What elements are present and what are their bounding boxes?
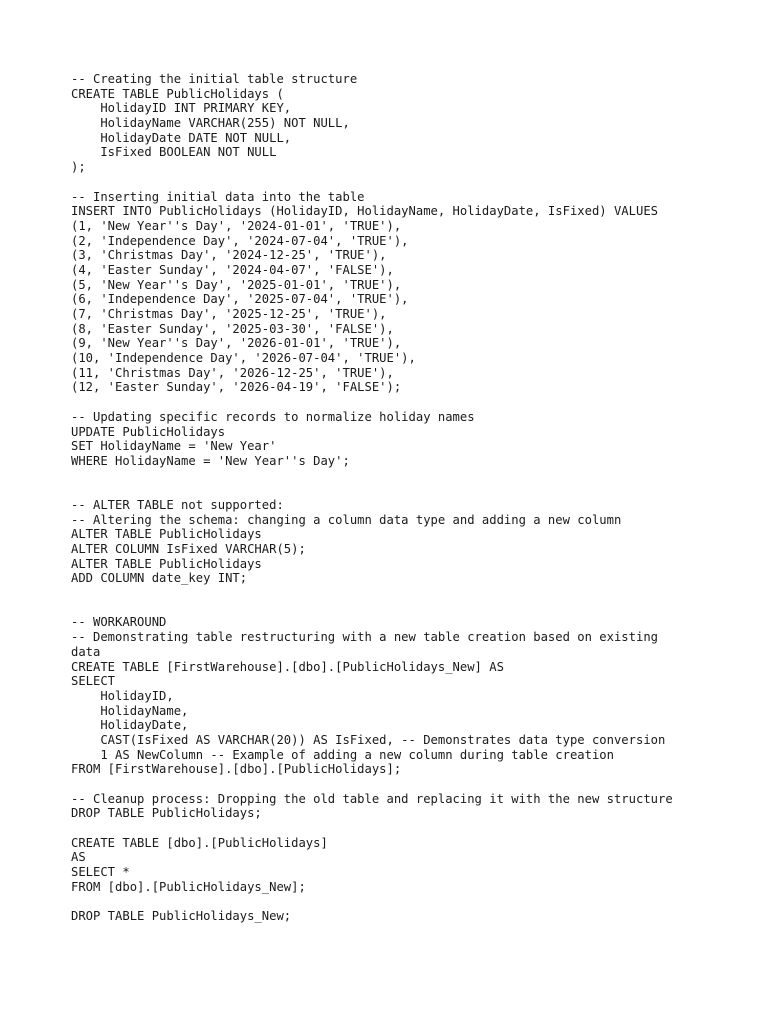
alter-table-block	[71, 498, 711, 586]
code-line: );	[71, 160, 86, 175]
code-line: (11, 'Christmas Day', '2026-12-25', 'TRUE'),	[71, 365, 394, 380]
code-line: -- Inserting initial data into the table	[71, 189, 365, 204]
code-line: 1 AS NewColumn -- Example of adding a new column during table creation	[71, 747, 614, 762]
code-line: ALTER TABLE PublicHolidays	[71, 527, 262, 542]
code-line: (4, 'Easter Sunday', '2024-04-07', 'FALSE'),	[71, 262, 394, 277]
code-line: -- WORKAROUND	[71, 615, 167, 630]
code-line: ALTER COLUMN IsFixed VARCHAR(5);	[71, 542, 306, 557]
code-line: HolidayID,	[71, 688, 174, 703]
code-line: -- Altering the schema: changing a column data type and adding a new column	[71, 512, 622, 527]
drop-new-table-block	[71, 909, 711, 924]
code-line: CREATE TABLE [FirstWarehouse].[dbo].[PublicHolidays_New] AS	[71, 659, 504, 674]
code-line: (10, 'Independence Day', '2026-07-04', 'TRUE'),	[71, 351, 416, 366]
code-line: FROM [FirstWarehouse].[dbo].[PublicHolidays];	[71, 762, 402, 777]
code-line: HolidayName,	[71, 703, 189, 718]
code-line: HolidayDate DATE NOT NULL,	[71, 130, 292, 145]
code-line: SELECT *	[71, 865, 130, 880]
code-line: (1, 'New Year''s Day', '2024-01-01', 'TRUE'),	[71, 218, 402, 233]
code-line: IsFixed BOOLEAN NOT NULL	[71, 145, 277, 160]
code-line: HolidayName VARCHAR(255) NOT NULL,	[71, 116, 350, 131]
code-line: -- Creating the initial table structure	[71, 72, 358, 86]
code-line: UPDATE PublicHolidays	[71, 424, 226, 439]
code-line: -- Updating specific records to normalize holiday names	[71, 409, 475, 424]
code-line: -- ALTER TABLE not supported:	[71, 497, 284, 512]
code-line: (6, 'Independence Day', '2025-07-04', 'TRUE'),	[71, 292, 409, 307]
code-line: SELECT	[71, 674, 116, 689]
code-line: CREATE TABLE PublicHolidays (	[71, 86, 284, 101]
code-line: AS	[71, 850, 86, 865]
code-line: ADD COLUMN date_key INT;	[71, 571, 248, 586]
code-line: (7, 'Christmas Day', '2025-12-25', 'TRUE'),	[71, 307, 387, 321]
code-line: CREATE TABLE [dbo].[PublicHolidays]	[71, 835, 328, 850]
code-line: -- Cleanup process: Dropping the old table and replacing it with the new structure	[71, 791, 673, 806]
code-line: data	[71, 644, 101, 659]
code-line: (9, 'New Year''s Day', '2026-01-01', 'TRUE'),	[71, 336, 402, 351]
code-line: -- Demonstrating table restructuring with a new table creation based on existing	[71, 630, 658, 645]
sql-script-document	[71, 72, 711, 939]
code-line: CAST(IsFixed AS VARCHAR(20)) AS IsFixed, -- Demonstrates data type conversion	[71, 732, 666, 747]
code-line: DROP TABLE PublicHolidays_New;	[71, 909, 292, 924]
cleanup-block	[71, 792, 711, 821]
code-line: SET HolidayName = 'New Year'	[71, 439, 277, 454]
create-table-block	[71, 72, 711, 175]
code-line: INSERT INTO PublicHolidays (HolidayID, HolidayName, HolidayDate, IsFixed) VALUES	[71, 204, 658, 219]
code-line: FROM [dbo].[PublicHolidays_New];	[71, 879, 306, 894]
code-line: (2, 'Independence Day', '2024-07-04', 'TRUE'),	[71, 233, 409, 248]
code-line: (8, 'Easter Sunday', '2025-03-30', 'FALSE'),	[71, 321, 394, 336]
code-line: WHERE HolidayName = 'New Year''s Day';	[71, 453, 350, 468]
code-line: (3, 'Christmas Day', '2024-12-25', 'TRUE'),	[71, 248, 387, 263]
recreate-table-block	[71, 836, 711, 895]
insert-data-block	[71, 190, 711, 396]
workaround-block	[71, 615, 711, 777]
code-line: (12, 'Easter Sunday', '2026-04-19', 'FALSE');	[71, 380, 402, 395]
update-records-block	[71, 410, 711, 469]
code-line: HolidayDate,	[71, 718, 189, 733]
code-line: DROP TABLE PublicHolidays;	[71, 806, 262, 821]
code-line: ALTER TABLE PublicHolidays	[71, 556, 262, 571]
code-line: HolidayID INT PRIMARY KEY,	[71, 101, 292, 116]
code-line: (5, 'New Year''s Day', '2025-01-01', 'TRUE'),	[71, 277, 402, 292]
